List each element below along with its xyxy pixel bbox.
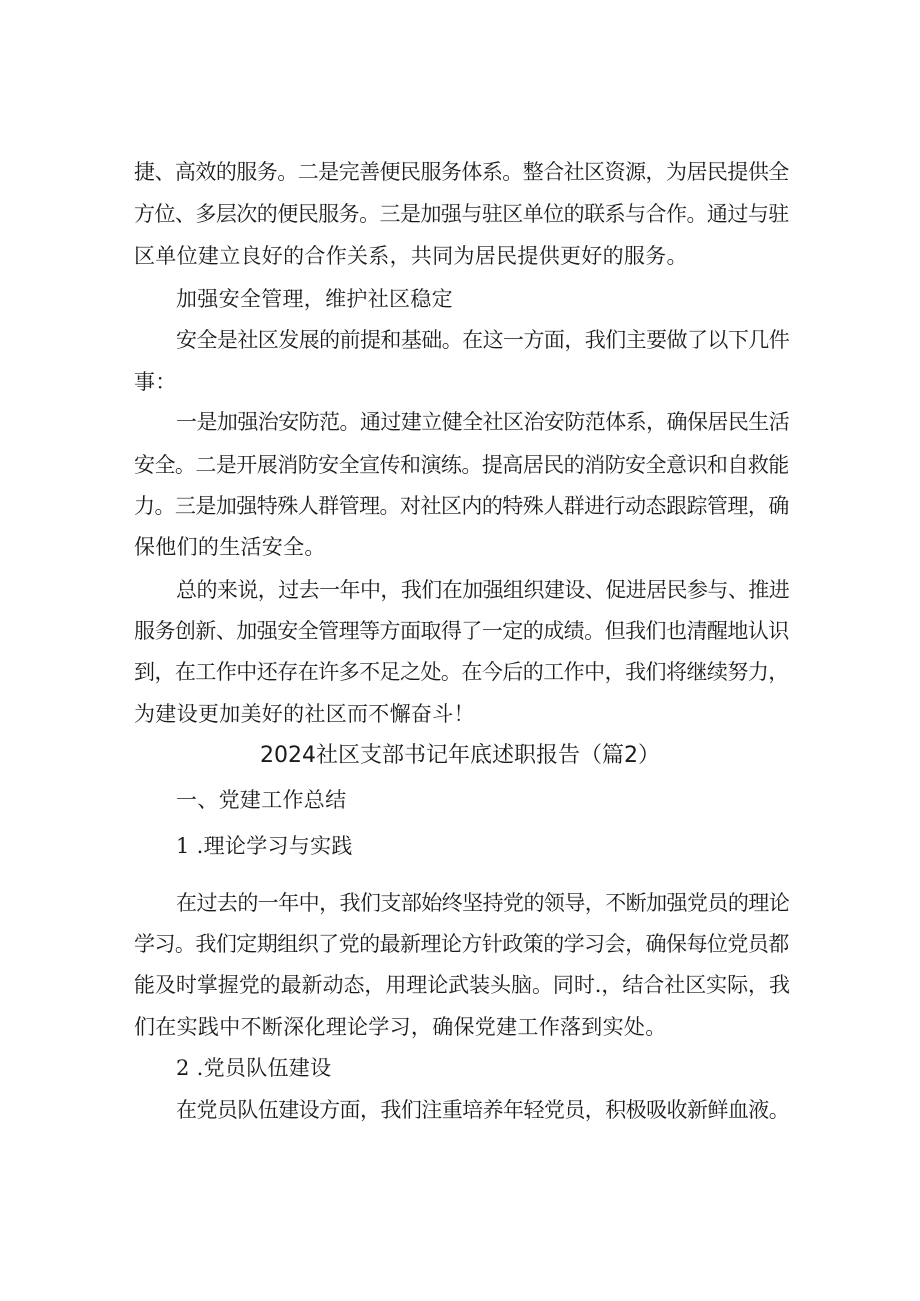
paragraph-line: 方位、多层次的便民服务。三是加强与驻区单位的联系与合作。通过与驻 <box>134 202 789 226</box>
subsection-heading: 1 .理论学习与实践 <box>176 834 353 858</box>
paragraph-line: 安全是社区发展的前提和基础。在这一方面，我们主要做了以下几件 <box>176 328 790 352</box>
paragraph-line: 服务创新、加强安全管理等方面取得了一定的成绩。但我们也清醒地认识 <box>134 619 789 643</box>
paragraph-line: 在过去的一年中，我们支部始终坚持党的领导，不断加强党员的理论 <box>176 891 790 915</box>
paragraph-line: 保他们的生活安全。 <box>134 535 326 559</box>
paragraph-line: 学习。我们定期组织了党的最新理论方针政策的学习会，确保每位党员都 <box>134 932 789 956</box>
paragraph-line: 区单位建立良好的合作关系，共同为居民提供更好的服务。 <box>134 244 688 268</box>
section-heading: 加强安全管理，维护社区稳定 <box>176 287 453 311</box>
paragraph-line: 捷、高效的服务。二是完善便民服务体系。整合社区资源，为居民提供全 <box>134 160 789 184</box>
paragraph-line: 安全。二是开展消防安全宣传和演练。提高居民的消防安全意识和自救能 <box>134 453 789 477</box>
paragraph-line: 事： <box>134 370 177 394</box>
subsection-heading: 2 .党员队伍建设 <box>176 1056 332 1080</box>
paragraph-line: 在党员队伍建设方面，我们注重培养年轻党员，积极吸收新鲜血液。 <box>176 1098 790 1122</box>
section-heading: 一、党建工作总结 <box>176 788 347 812</box>
paragraph-line: 们在实践中不断深化理论学习，确保党建工作落到实处。 <box>134 1015 667 1039</box>
document-title: 2024社区支部书记年底述职报告（篇2） <box>260 743 660 768</box>
paragraph-line: 一是加强治安防范。通过建立健全社区治安防范体系，确保居民生活 <box>176 410 790 434</box>
paragraph-line: 总的来说，过去一年中，我们在加强组织建设、促进居民参与、推进 <box>176 578 790 602</box>
paragraph-line: 到，在工作中还存在许多不足之处。在今后的工作中，我们将继续努力， <box>134 660 789 684</box>
paragraph-line: 为建设更加美好的社区而不懈奋斗！ <box>134 702 475 726</box>
paragraph-line: 能及时掌握党的最新动态，用理论武装头脑。同时.，结合社区实际，我 <box>134 973 790 997</box>
paragraph-line: 力。三是加强特殊人群管理。对社区内的特殊人群进行动态跟踪管理，确 <box>134 494 789 518</box>
